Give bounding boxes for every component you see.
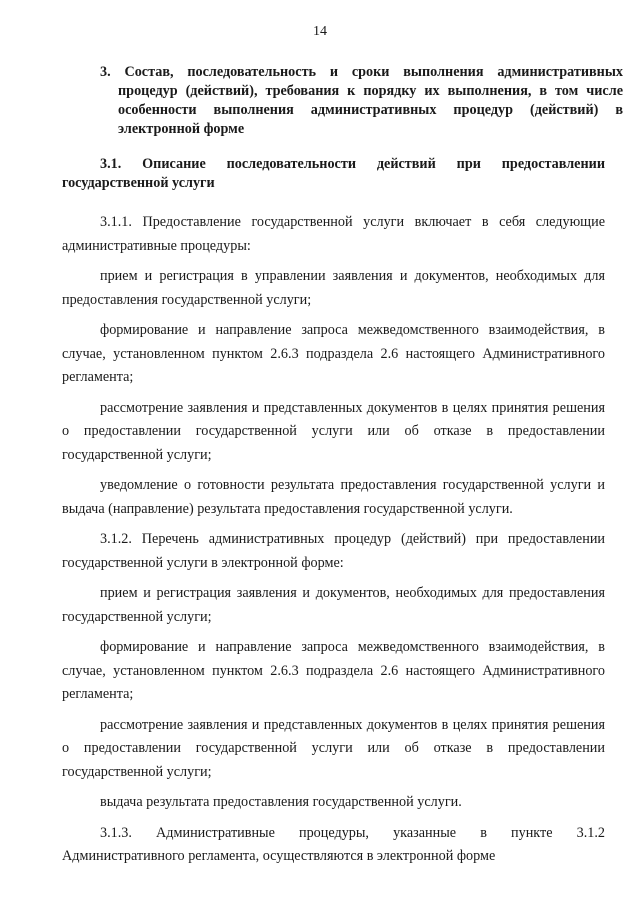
paragraph-item: рассмотрение заявления и представленных документов в целях принятия решения о предоставлении государственной услуги или об отказе в предоставлении государственной услуги;	[62, 716, 605, 780]
sub-heading: 3.1. Описание последовательности действий при предоставлении государственной услуги	[62, 156, 605, 191]
section-heading: 3. Состав, последовательность и сроки выполнения административных процедур (действий), требования к порядку их выполнения, в том числе особенности выполнения административных процедур (действий) в электронной форме	[100, 64, 623, 137]
paragraph-3-1-2: 3.1.2. Перечень административных процедур (действий) при предоставлении государственной услуги в электронной форме:	[62, 531, 605, 571]
paragraph-item: прием и регистрация заявления и документов, необходимых для предоставления государственной услуги;	[62, 585, 605, 625]
paragraph-item: выдача результата предоставления государственной услуги.	[100, 794, 462, 810]
page-number: 14	[313, 24, 327, 39]
paragraph-3-1-1: 3.1.1. Предоставление государственной услуги включает в себя следующие административные процедуры:	[62, 214, 605, 254]
paragraph-item: рассмотрение заявления и представленных документов в целях принятия решения о предоставлении государственной услуги или об отказе в предоставлении государственной услуги;	[62, 399, 605, 463]
paragraph-item: прием и регистрация в управлении заявления и документов, необходимых для предоставления государственной услуги;	[62, 268, 605, 308]
body-text	[62, 211, 605, 876]
paragraph-item: формирование и направление запроса межведомственного взаимодействия, в случае, установленном пунктом 2.6.3 подраздела 2.6 настоящего Административного регламента;	[62, 322, 605, 385]
paragraph-item: формирование и направление запроса межведомственного взаимодействия, в случае, установленном пунктом 2.6.3 подраздела 2.6 настоящего Административного регламента;	[62, 639, 605, 702]
paragraph-item: уведомление о готовности результата предоставления государственной услуги и выдача (направление) результата предоставления государственной услуги.	[62, 477, 605, 517]
paragraph-3-1-3: 3.1.3. Административные процедуры, указанные в пункте 3.1.2 Административного регламента, осуществляются в электронной форме	[62, 824, 605, 864]
